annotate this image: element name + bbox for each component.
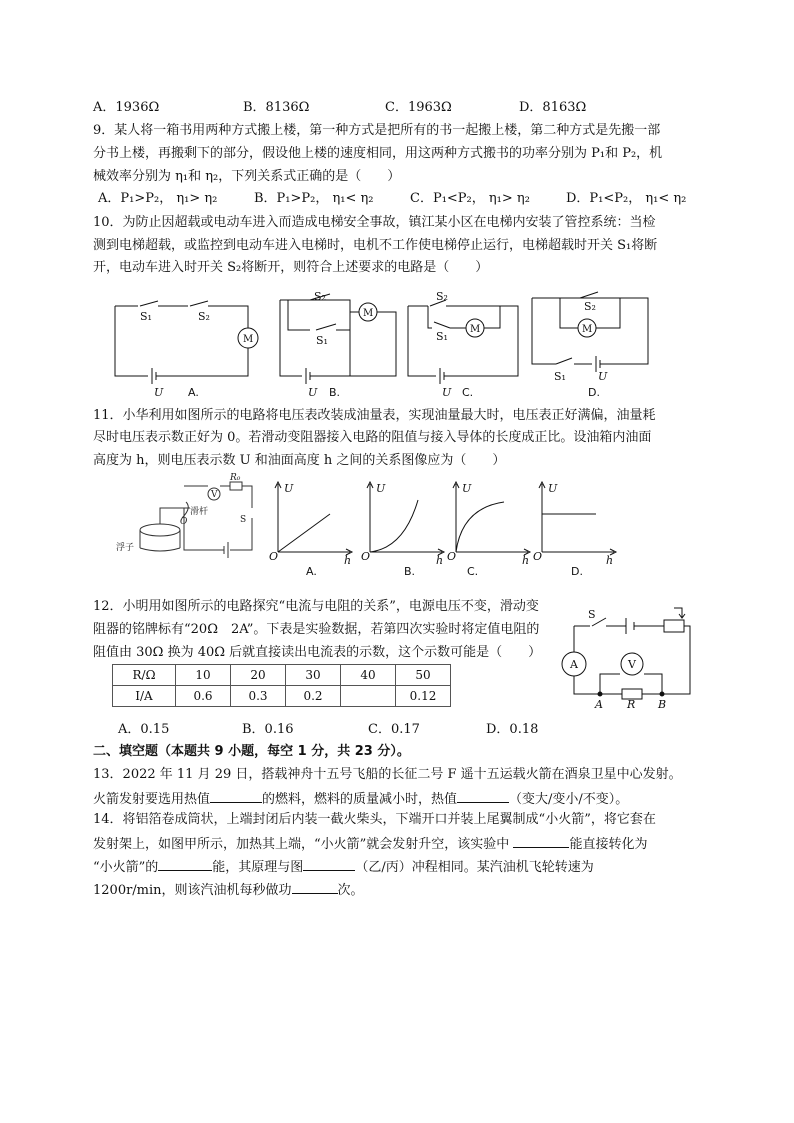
q10-caption-a: A.	[188, 386, 199, 399]
q11-line3: 高度为 h，则电压表示数 U 和油面高度 h 之间的关系图像应为（ ）	[93, 453, 506, 468]
q13-line2-part2: 的燃料，燃料的质量减小时，热值	[262, 792, 458, 807]
q11b-origin: O	[361, 550, 371, 563]
q11a-h-axis: h	[344, 554, 352, 567]
q10-caption-b: B.	[329, 386, 341, 399]
table-cell: 0.12	[396, 686, 451, 707]
table-cell: 0.2	[286, 686, 341, 707]
q11c-h-axis: h	[522, 554, 530, 567]
q12-option-d: D．0.18	[486, 722, 539, 737]
q11-line1: 11．小华利用如图所示的电路将电压表改装成油量表，实现油量最大时，电压表正好满偏，油量耗	[93, 408, 656, 423]
q11d-origin: O	[533, 550, 543, 563]
q10-line3: 开，电动车进入时开关 S₂将断开，则符合上述要求的电路是（ ）	[93, 260, 489, 275]
table-header-cell: 40	[341, 665, 396, 686]
q10-line2: 测到电梯超载，或监控到电动车进入电梯时，电机不工作使电梯停止运行，电梯超载时开关 S₁将断	[93, 238, 658, 253]
q10d-s2-label: S₂	[584, 300, 596, 313]
q11d-h-axis: h	[606, 554, 614, 567]
q11-caption-a: A.	[306, 565, 317, 578]
q9-option-d: D．P₁<P₂， η₁< η₂	[566, 191, 687, 206]
q11-pivot-label: O	[180, 517, 188, 527]
q11-fuel-tank-diagram	[140, 482, 252, 558]
q11-caption-b: B.	[404, 565, 416, 578]
q12-resistor-label: R	[627, 698, 636, 711]
table-row	[113, 665, 451, 686]
q8-option-b: B．8136Ω	[243, 100, 310, 115]
q14-blank-4[interactable]	[292, 879, 338, 894]
q10a-motor-label: M	[243, 334, 254, 345]
q10a-s1-label: S₁	[140, 310, 152, 323]
q12-option-c: C．0.17	[368, 722, 420, 737]
q9-option-b: B．P₁>P₂， η₁< η₂	[254, 191, 374, 206]
q11-caption-d: D.	[571, 565, 583, 578]
q10b-motor-label: M	[363, 308, 374, 319]
table-header-cell: 50	[396, 665, 451, 686]
section2-title: 二、填空题（本题共 9 小题，每空 1 分，共 23 分）。	[93, 744, 410, 759]
q11c-u-axis: U	[462, 482, 472, 495]
q14-line4-part1: 1200r/min，则该汽油机每秒做功	[93, 883, 292, 898]
q11-float-label: 浮子	[116, 543, 135, 553]
q10c-u-label: U	[442, 386, 452, 399]
q14-line2-part2: 能直接转化为	[569, 837, 648, 852]
q10d-motor-label: M	[582, 324, 593, 335]
q13-line2-part1: 火箭发射要选用热值	[93, 792, 211, 807]
q14-line2-part1: 发射架上，如图甲所示，加热其上端，“小火箭”就会发射升空，该实验中	[93, 837, 510, 852]
q14-line3-part1: “小火箭”的	[93, 860, 159, 875]
q11a-u-axis: U	[284, 482, 294, 495]
table-cell: 0.6	[176, 686, 231, 707]
q12-circuit-diagram	[560, 604, 700, 710]
q10c-s1-label: S₁	[436, 330, 448, 343]
q13-line1: 13．2022 年 11 月 29 日，搭载神舟十五号飞船的长征二号 F 遥十五运载火箭在酒泉卫星中心发射。	[93, 767, 682, 782]
q10a-u-label: U	[154, 386, 164, 399]
table-header-cell: 30	[286, 665, 341, 686]
q12-line3: 阻值由 30Ω 换为 40Ω 后就直接读出电流表的示数，这个示数可能是（ ）	[93, 645, 542, 660]
q14-blank-2[interactable]	[158, 856, 212, 871]
q14-line1: 14．将铝箔卷成筒状，上端封闭后内装一截火柴头，下端开口并装上尾翼制成“小火箭”，将它套在	[93, 812, 656, 827]
q11c-origin: O	[447, 550, 457, 563]
q10b-s2-label: S₂	[314, 290, 326, 303]
q11b-u-axis: U	[376, 482, 386, 495]
q13-blank-2[interactable]	[457, 788, 509, 803]
q10-caption-d: D.	[588, 386, 600, 399]
q14-blank-3[interactable]	[303, 856, 355, 871]
q10d-u-label: U	[598, 370, 608, 383]
q12-line1: 12．小明用如图所示的电路探究“电流与电阻的关系”，电源电压不变，滑动变	[93, 599, 539, 614]
q13-line2-part3: （变大/变小/不变）。	[509, 792, 629, 807]
q13-blank-1[interactable]	[210, 788, 262, 803]
q11-slider-label: 滑杆	[190, 507, 209, 517]
q12-point-b-label: B	[658, 698, 667, 711]
q11a-origin: O	[269, 550, 279, 563]
q8-option-c: C．1963Ω	[385, 100, 452, 115]
q12-options	[118, 720, 538, 740]
q12-option-a: A．0.15	[118, 722, 170, 737]
q13-line2	[93, 788, 628, 810]
q10d-s1-label: S₁	[554, 370, 566, 383]
q10c-s2-label: S₂	[436, 290, 448, 303]
q14-blank-1[interactable]	[513, 833, 569, 848]
q9-line3: 械效率分别为 η₁和 η₂，下列关系式正确的是（ ）	[93, 169, 401, 184]
q14-line4	[93, 879, 364, 901]
q14-line4-part2: 次。	[337, 883, 364, 898]
q11-diagrams	[112, 473, 614, 567]
q11-switch-label: S	[240, 515, 247, 525]
q11-caption-c: C.	[467, 565, 479, 578]
q10c-motor-label: M	[470, 324, 481, 335]
q10a-s2-label: S₂	[198, 310, 210, 323]
table-header-cell: 20	[231, 665, 286, 686]
q11-voltmeter-label: V	[211, 490, 218, 500]
q12-ammeter-label: A	[570, 658, 578, 671]
q9-option-c: C．P₁<P₂， η₁> η₂	[410, 191, 530, 206]
table-cell: I/A	[113, 686, 176, 707]
q14-line2	[93, 833, 647, 855]
q9-option-a: A．P₁>P₂， η₁> η₂	[98, 191, 218, 206]
q11d-u-axis: U	[548, 482, 558, 495]
q12-switch-label: S	[588, 608, 596, 621]
q12-data-table	[112, 664, 451, 707]
q11-r0-label: R₀	[230, 473, 241, 483]
table-cell: 0.3	[231, 686, 286, 707]
q8-option-a: A．1936Ω	[93, 100, 160, 115]
q11b-h-axis: h	[436, 554, 444, 567]
q10-circuit-diagrams	[110, 288, 670, 400]
q12-option-b: B．0.16	[242, 722, 294, 737]
q9-line2: 分书上楼，再搬剩下的部分，假设他上楼的速度相同，用这两种方式搬书的功率分别为 P₁和 P₂，机	[93, 146, 663, 161]
q12-point-a-label: A	[595, 698, 603, 711]
q10b-s1-label: S₁	[316, 334, 328, 347]
q9-options	[98, 189, 686, 209]
q10-line1: 10．为防止因超载或电动车进入而造成电梯安全事故，镇江某小区在电梯内安装了管控系统：当检	[93, 215, 656, 230]
table-header-cell: 10	[176, 665, 231, 686]
table-header-cell: R/Ω	[113, 665, 176, 686]
q14-line3	[93, 856, 594, 878]
q12-voltmeter-label: V	[628, 658, 636, 671]
table-row	[113, 686, 451, 707]
q14-line3-part2: 能，其原理与图	[212, 860, 304, 875]
q8-option-d: D．8163Ω	[519, 100, 587, 115]
table-cell	[341, 686, 396, 707]
q12-line2: 阻器的铭牌标有“20Ω 2A”。下表是实验数据，若第四次实验时将定值电阻的	[93, 622, 540, 637]
q14-line3-part3: （乙/丙）冲程相同。某汽油机飞轮转速为	[355, 860, 594, 875]
q10b-u-label: U	[308, 386, 318, 399]
q9-line1: 9．某人将一箱书用两种方式搬上楼，第一种方式是把所有的书一起搬上楼，第二种方式是先搬一部	[93, 123, 661, 138]
q10-caption-c: C.	[462, 386, 474, 399]
q11-line2: 尽时电压表示数正好为 0。若滑动变阻器接入电路的阻值与接入导体的长度成正比。设油箱内油面	[93, 430, 652, 445]
q8-options	[93, 98, 586, 118]
